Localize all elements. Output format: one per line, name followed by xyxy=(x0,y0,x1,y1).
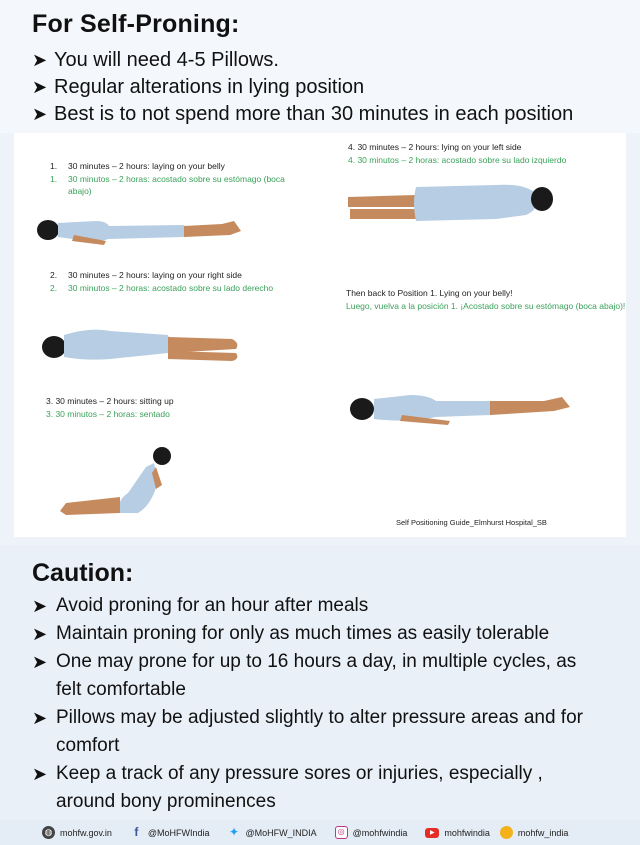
intro-bullet-list xyxy=(32,47,640,128)
step-3-text xyxy=(46,395,276,420)
image-credit: Self Positioning Guide_Elmhurst Hospital_SB xyxy=(396,518,547,527)
globe-icon: ◍ xyxy=(42,826,55,839)
list-item xyxy=(32,648,640,704)
step-2-text xyxy=(50,269,300,294)
figure-lying-on-belly-icon xyxy=(34,211,249,251)
facebook-link[interactable] xyxy=(130,826,210,839)
youtube-link[interactable] xyxy=(425,828,490,838)
step-4-spanish: 4. 30 minutos – 2 horas: acostado sobre su lado izquierdo xyxy=(348,154,567,165)
step-4-text xyxy=(348,141,618,166)
step-number: 2. xyxy=(50,282,58,293)
list-item xyxy=(32,592,640,620)
caution-title: Caution: xyxy=(32,559,134,587)
list-item xyxy=(32,620,640,648)
social-footer xyxy=(0,820,640,845)
arrow-bullet-icon: ➤ xyxy=(32,764,48,784)
list-item-text: Best is to not spend more than 30 minutes in each position xyxy=(54,103,574,125)
instagram-link[interactable] xyxy=(335,826,408,839)
arrow-bullet-icon: ➤ xyxy=(32,624,48,644)
step-1-text xyxy=(50,160,300,198)
list-item-text: Maintain proning for only as much times as easily tolerable xyxy=(56,623,550,644)
list-item-text: Avoid proning for an hour after meals xyxy=(56,595,369,616)
step-5-text xyxy=(346,287,626,312)
step-4-english: 4. 30 minutes – 2 hours: lying on your left side xyxy=(348,142,522,152)
other-social-link[interactable] xyxy=(500,826,569,839)
step-5-spanish: Luego, vuelva a la posición 1. ¡Acostado sobre su estómago (boca abajo)! xyxy=(346,300,626,311)
list-item-text: Keep a track of any pressure sores or injuries, especially , around bony prominences xyxy=(56,763,543,812)
facebook-handle: @MoHFWIndia xyxy=(147,827,210,838)
step-2-spanish: 30 minutos – 2 horas: acostado sobre su lado derecho xyxy=(68,282,274,293)
list-item xyxy=(32,704,640,760)
intro-section xyxy=(0,0,640,133)
youtube-handle: mohfwindia xyxy=(444,827,490,838)
step-number: 1. xyxy=(50,173,58,184)
page-title: For Self-Proning: xyxy=(32,10,240,38)
list-item-text: Pillows may be adjusted slightly to alter pressure areas and for comfort xyxy=(56,707,583,756)
list-item xyxy=(32,101,640,128)
arrow-bullet-icon: ➤ xyxy=(32,596,48,616)
figure-lying-on-right-side-icon xyxy=(40,323,245,367)
arrow-bullet-icon: ➤ xyxy=(32,77,48,97)
step-5-english: Then back to Position 1. Lying on your belly! xyxy=(346,288,513,298)
arrow-bullet-icon: ➤ xyxy=(32,652,48,672)
positioning-guide-panel xyxy=(14,133,626,537)
caution-section xyxy=(0,545,640,820)
step-1-english: 30 minutes – 2 hours: laying on your belly xyxy=(68,161,225,171)
list-item-text: Regular alterations in lying position xyxy=(54,76,365,98)
facebook-icon: f xyxy=(134,825,139,839)
other-handle: mohfw_india xyxy=(517,827,569,838)
step-2-english: 30 minutes – 2 hours: laying on your right side xyxy=(68,270,242,280)
step-3-english: 3. 30 minutes – 2 hours: sitting up xyxy=(46,396,174,406)
list-item xyxy=(32,74,640,101)
arrow-bullet-icon: ➤ xyxy=(32,50,48,70)
website-link[interactable] xyxy=(42,826,112,839)
arrow-bullet-icon: ➤ xyxy=(32,104,48,124)
figure-back-to-belly-icon xyxy=(348,389,574,429)
instagram-icon: ◎ xyxy=(335,826,348,839)
twitter-handle: @MoHFW_INDIA xyxy=(245,827,317,838)
step-3-spanish: 3. 30 minutos – 2 horas: sentado xyxy=(46,408,170,419)
arrow-bullet-icon: ➤ xyxy=(32,708,48,728)
list-item xyxy=(32,760,640,816)
twitter-link[interactable] xyxy=(228,826,317,839)
step-1-spanish: 30 minutos – 2 horas: acostado sobre su estómago (boca abajo) xyxy=(68,173,285,196)
figure-sitting-up-icon xyxy=(58,445,178,517)
youtube-icon: ▶ xyxy=(425,828,439,838)
website-text: mohfw.gov.in xyxy=(60,827,112,838)
step-number: 1. xyxy=(50,161,58,171)
caution-list xyxy=(32,592,640,816)
step-number: 2. xyxy=(50,270,58,280)
figure-lying-on-left-side-icon xyxy=(346,179,558,227)
list-item-text: You will need 4-5 Pillows. xyxy=(54,49,279,71)
twitter-bird-icon: ✦ xyxy=(229,825,240,839)
list-item xyxy=(32,47,640,74)
list-item-text: One may prone for up to 16 hours a day, in multiple cycles, as felt comfortable xyxy=(56,651,577,700)
instagram-handle: @mohfwindia xyxy=(352,827,408,838)
social-icon xyxy=(500,826,513,839)
